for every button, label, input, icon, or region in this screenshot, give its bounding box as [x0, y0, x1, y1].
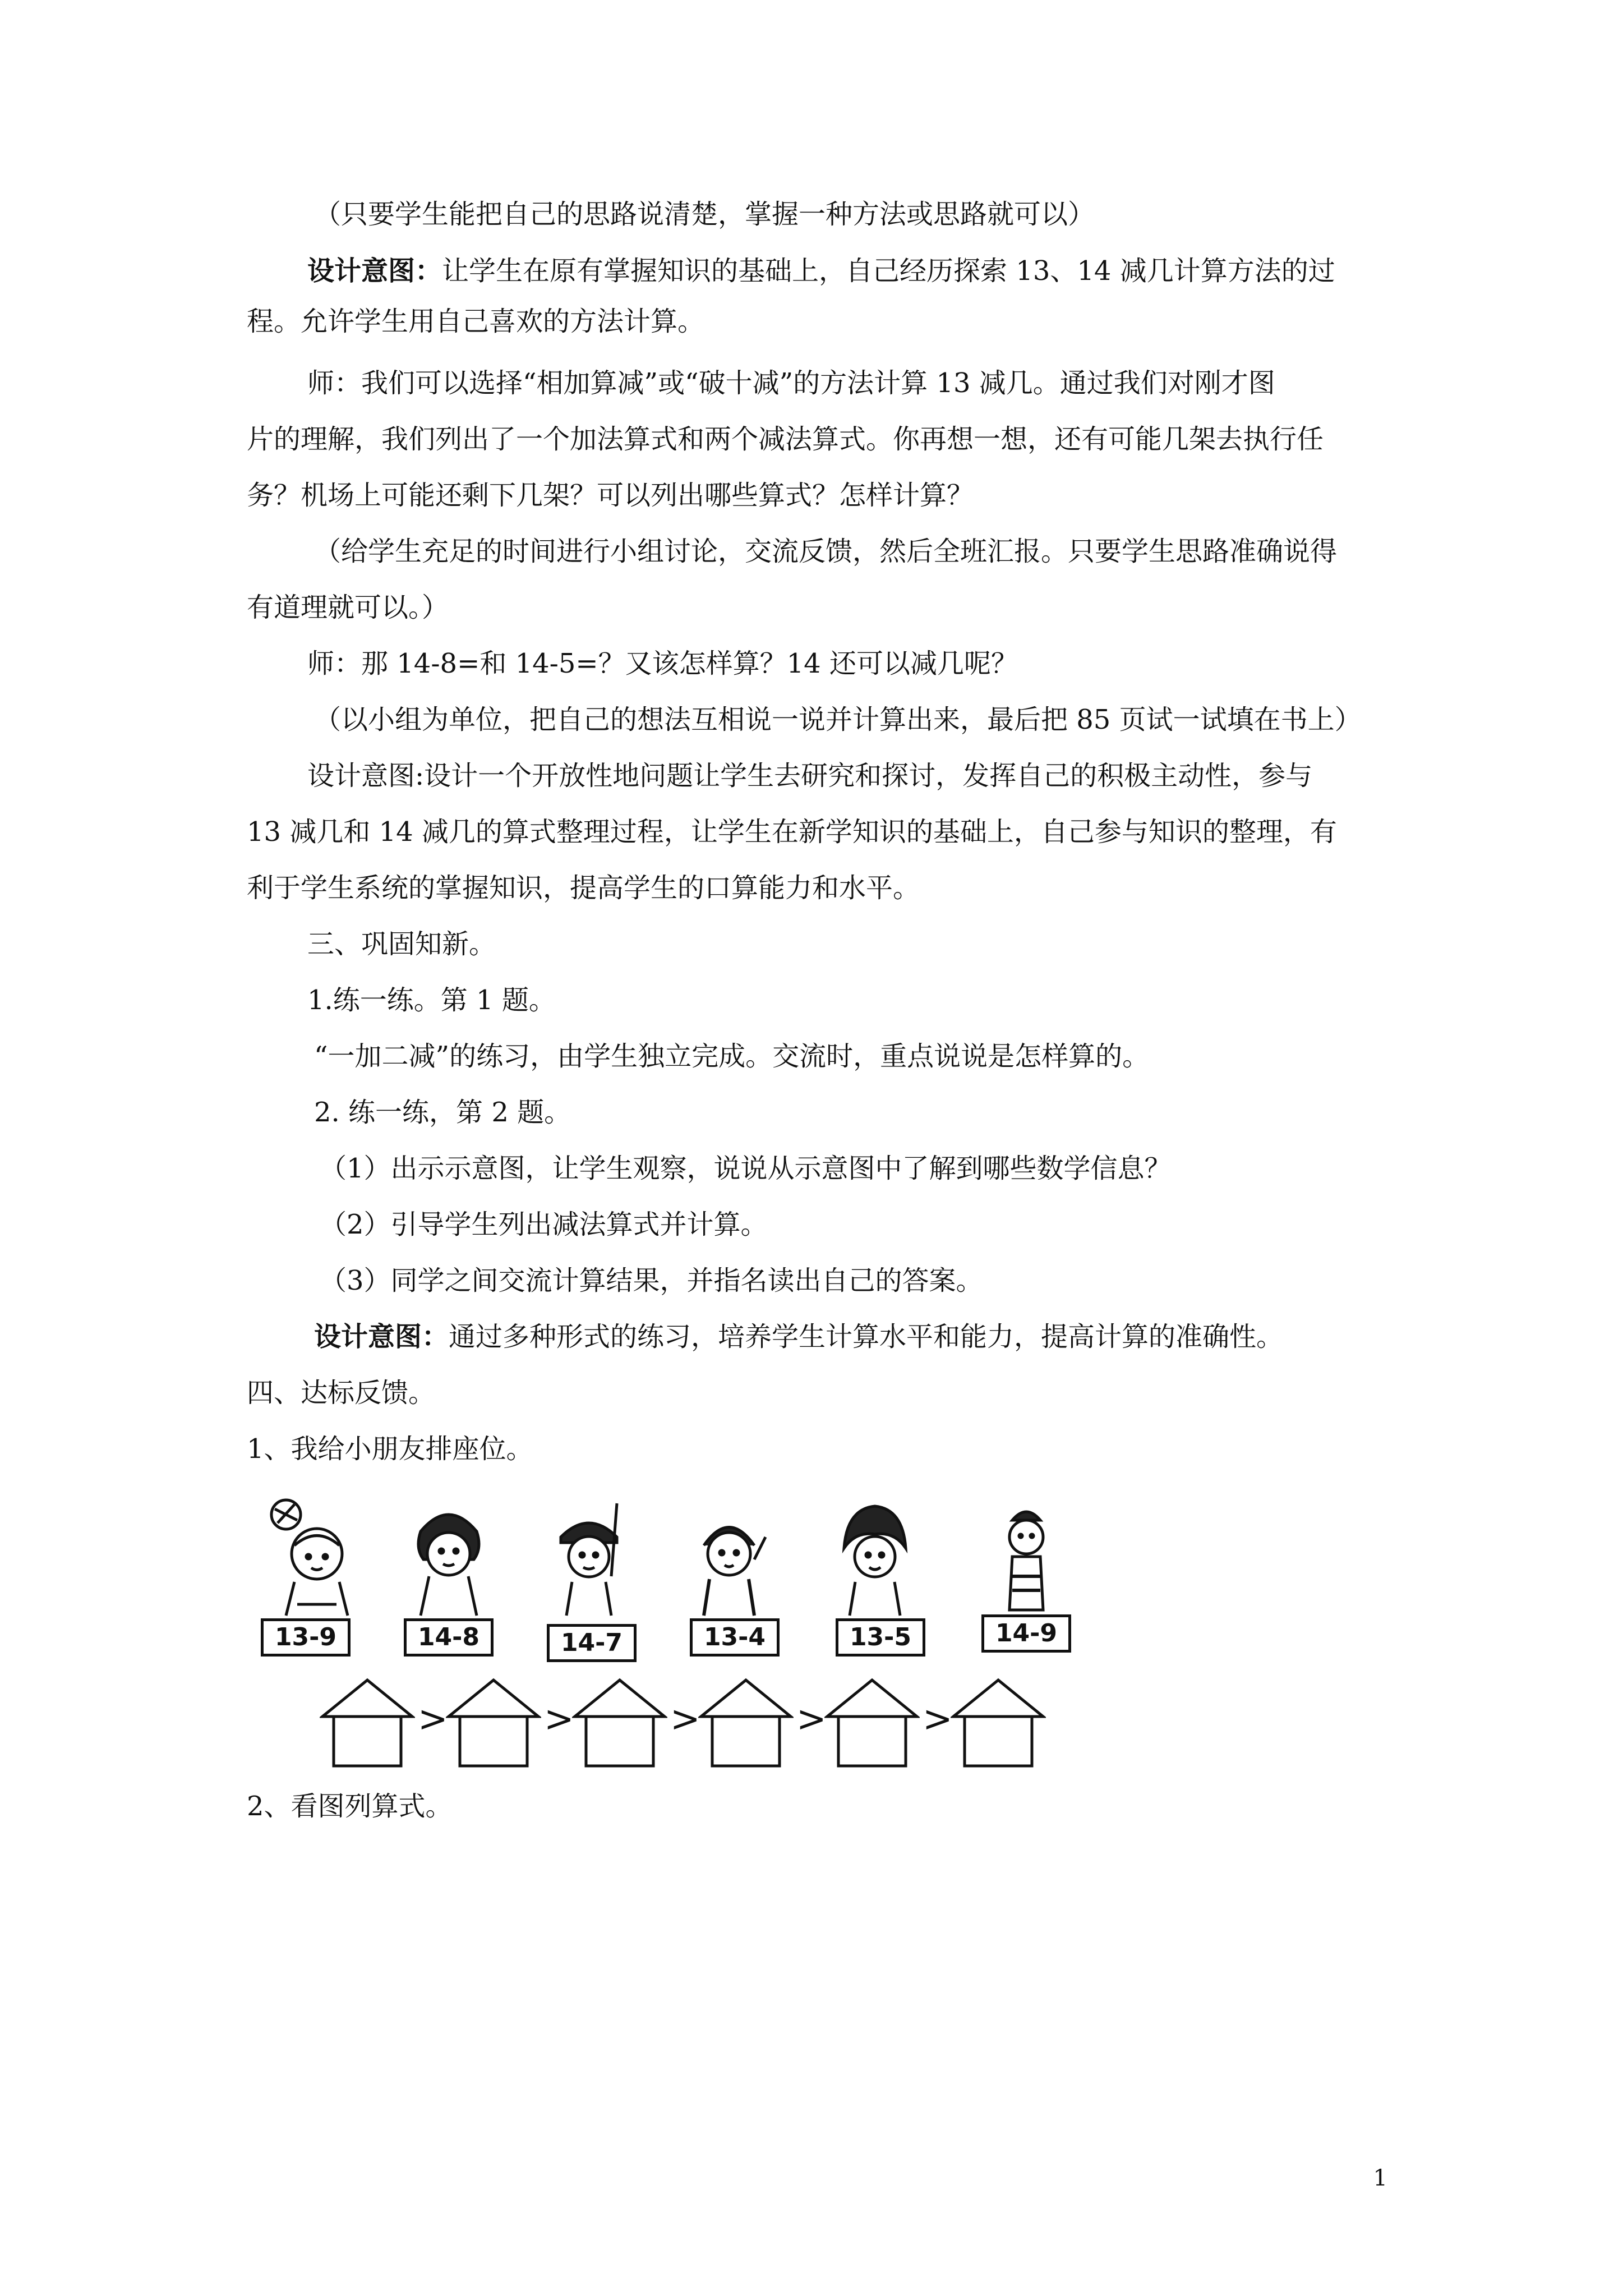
- expression-card-2: 14-8: [404, 1618, 494, 1657]
- greater-than-sign-2: >: [544, 1699, 574, 1740]
- expression-card-1: 13-9: [261, 1618, 351, 1657]
- child-figure-3: [544, 1492, 634, 1621]
- house-answer-box-5[interactable]: [824, 1674, 920, 1770]
- practice-item-2-step-1: （1）出示示意图，让学生观察，说说从示意图中了解到哪些数学信息？: [320, 1153, 1172, 1184]
- design-intent-1-cont: 程。允许学生用自己喜欢的方法计算。: [247, 306, 705, 337]
- teacher-line-1: 师：我们可以选择“相加算减”或“破十减”的方法计算 13 减几。通过我们对刚才图: [307, 367, 1275, 399]
- house-answer-box-4[interactable]: [698, 1674, 794, 1770]
- child-figure-2: [404, 1492, 494, 1621]
- question-2: 2、看图列算式。: [247, 1791, 453, 1822]
- note-line-1: （只要学生能把自己的思路说清楚，掌握一种方法或思路就可以）: [314, 199, 1095, 230]
- practice-item-2-step-3: （3）同学之间交流计算结果，并指名读出自己的答案。: [320, 1265, 983, 1296]
- child-figure-4: [684, 1492, 774, 1621]
- practice-item-2-step-2: （2）引导学生列出减法算式并计算。: [320, 1209, 768, 1240]
- teacher-line-4: 师：那 14-8=和 14-5=？又该怎样算？14 还可以减几呢？: [307, 648, 1018, 679]
- house-answer-box-3[interactable]: [572, 1674, 667, 1770]
- greater-than-sign-5: >: [923, 1699, 953, 1740]
- design-intent-label: 设计意图：: [307, 255, 442, 287]
- practice-item-1: 1.练一练。第 1 题。: [307, 984, 556, 1016]
- section-3-heading: 三、巩固知新。: [307, 928, 496, 960]
- seating-figure: [252, 1492, 1082, 1773]
- house-answer-box-2[interactable]: [446, 1674, 541, 1770]
- expression-card-3: 14-7: [547, 1624, 637, 1662]
- teacher-line-2: 片的理解，我们列出了一个加法算式和两个减法算式。你再想一想，还有可能几架去执行任: [247, 424, 1324, 455]
- note-line-3: （以小组为单位，把自己的想法互相说一说并计算出来，最后把 85 页试一试填在书上）: [314, 704, 1362, 735]
- child-figure-1: [264, 1492, 353, 1621]
- design-intent-3: [314, 1320, 1283, 1354]
- design-intent-2-cont1: 13 减几和 14 减几的算式整理过程，让学生在新学知识的基础上，自己参与知识的整理，有: [247, 816, 1337, 848]
- house-answer-box-6[interactable]: [951, 1674, 1046, 1770]
- design-intent-text: 让学生在原有掌握知识的基础上，自己经历探索 13、14 减几计算方法的过: [442, 255, 1335, 287]
- design-intent-2-cont2: 利于学生系统的掌握知识，提高学生的口算能力和水平。: [247, 872, 920, 904]
- child-figure-6: [981, 1492, 1071, 1621]
- note-line-2: （给学生充足的时间进行小组讨论，交流反馈，然后全班汇报。只要学生思路准确说得: [314, 536, 1338, 567]
- greater-than-sign-3: >: [670, 1699, 700, 1740]
- practice-item-1-desc: “一加二减”的练习，由学生独立完成。交流时，重点说说是怎样算的。: [314, 1041, 1150, 1072]
- section-4-heading: 四、达标反馈。: [247, 1377, 436, 1409]
- design-intent-2: 设计意图:设计一个开放性地问题让学生去研究和探讨，发挥自己的积极主动性，参与: [307, 760, 1313, 792]
- house-answer-box-1[interactable]: [320, 1674, 415, 1770]
- page-number: 1: [1373, 2165, 1387, 2191]
- expression-card-4: 13-4: [690, 1618, 780, 1657]
- note-line-2-cont: 有道理就可以。）: [247, 592, 449, 623]
- greater-than-sign-4: >: [796, 1699, 827, 1740]
- greater-than-sign-1: >: [418, 1699, 448, 1740]
- practice-item-2: 2. 练一练，第 2 题。: [314, 1097, 571, 1128]
- expression-card-5: 13-5: [836, 1618, 925, 1657]
- design-intent-3-label: 设计意图：: [314, 1321, 449, 1352]
- design-intent-1: [307, 254, 1335, 288]
- child-figure-5: [830, 1492, 920, 1621]
- design-intent-3-text: 通过多种形式的练习，培养学生计算水平和能力，提高计算的准确性。: [449, 1321, 1284, 1352]
- teacher-line-3: 务？机场上可能还剩下几架？可以列出哪些算式？怎样计算？: [247, 480, 974, 511]
- expression-card-6: 14-9: [981, 1614, 1071, 1653]
- question-1: 1、我给小朋友排座位。: [247, 1433, 533, 1465]
